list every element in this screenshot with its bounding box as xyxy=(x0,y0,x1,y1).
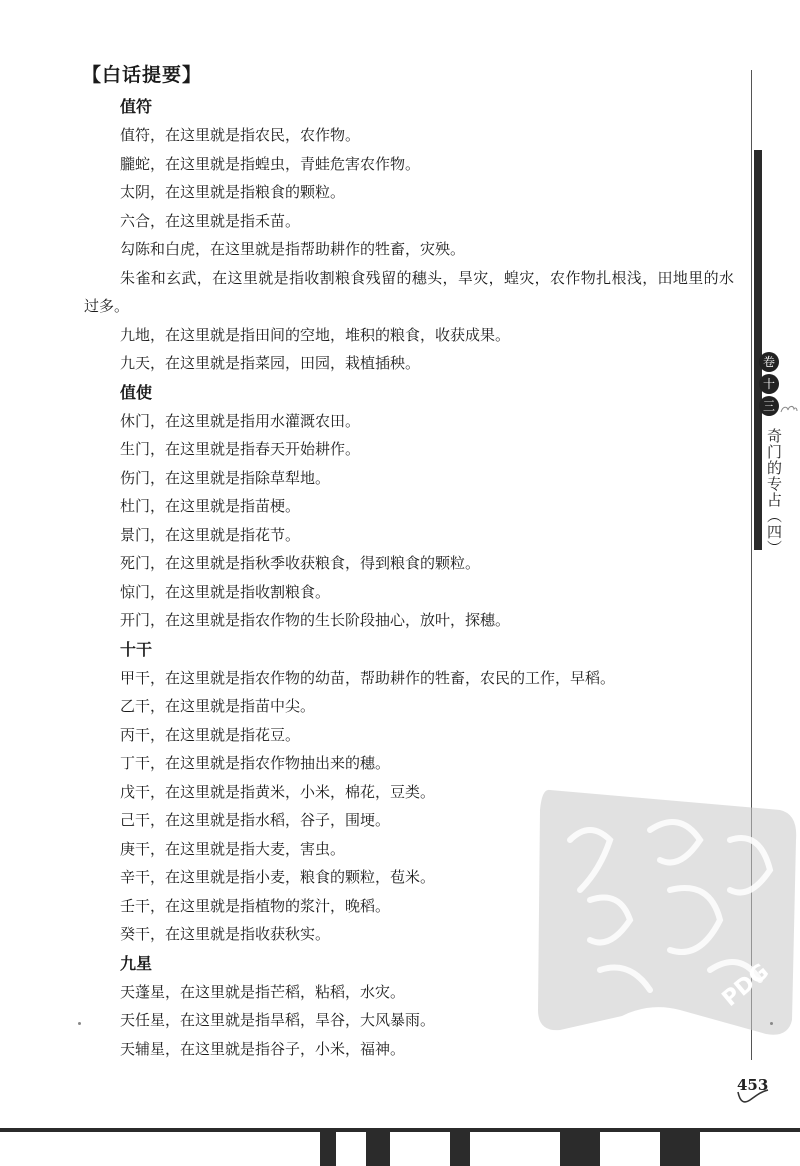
paragraph: 景门，在这里就是指花节。 xyxy=(120,525,301,544)
paragraph: 惊门，在这里就是指收割粮食。 xyxy=(120,582,331,601)
section-title: 值使 xyxy=(120,382,153,402)
chapter-title: 奇门的专占（四） xyxy=(765,428,783,556)
paragraph: 值符，在这里就是指农民，农作物。 xyxy=(120,126,361,144)
scan-edge xyxy=(0,1128,800,1166)
page-number-flourish-icon xyxy=(734,1088,774,1108)
section-title: 值符 xyxy=(120,97,153,116)
page-number: 453 xyxy=(737,1076,769,1094)
seal-watermark-icon xyxy=(530,780,800,1040)
paragraph: 壬干，在这里就是指植物的浆汁，晚稻。 xyxy=(120,896,391,915)
paragraph: 六合，在这里就是指禾苗。 xyxy=(120,211,301,230)
paragraph: 开门，在这里就是指农作物的生长阶段抽心，放叶，探穗。 xyxy=(120,611,511,629)
paragraph: 生门，在这里就是指春天开始耕作。 xyxy=(120,440,361,458)
paragraph: 丙干，在这里就是指花豆。 xyxy=(120,725,301,744)
paragraph: 杜门，在这里就是指苗梗。 xyxy=(120,497,301,515)
paragraph: 休门，在这里就是指用水灌溉农田。 xyxy=(120,411,361,430)
paragraph: 太阴，在这里就是指粮食的颗粒。 xyxy=(120,183,346,201)
paragraph: 朱雀和玄武，在这里就是指收割粮食残留的穗头，旱灾，蝗灾，农作物扎根浅，田地里的水过多。 xyxy=(84,268,734,315)
paragraph: 九天，在这里就是指菜园，田园，栽植插秧。 xyxy=(120,354,421,372)
paragraph: 朧蛇，在这里就是指蝗虫，青蛙危害农作物。 xyxy=(120,154,421,173)
paragraph: 癸干，在这里就是指收获秋实。 xyxy=(120,925,331,943)
paragraph: 己干，在这里就是指水稻，谷子，围埂。 xyxy=(120,811,391,829)
volume-badge: 三 xyxy=(759,396,779,416)
paragraph: 九地，在这里就是指田间的空地，堆积的粮食，收获成果。 xyxy=(120,325,511,344)
paragraph: 死门，在这里就是指秋季收获粮食，得到粮食的颗粒。 xyxy=(120,554,481,572)
paragraph: 天任星，在这里就是指旱稻，旱谷，大风暴雨。 xyxy=(120,1011,436,1029)
page-heading: 【白话提要】 xyxy=(82,64,203,86)
paragraph: 戊干，在这里就是指黄米，小米，棉花，豆类。 xyxy=(120,782,436,801)
volume-badge: 卷 xyxy=(759,352,779,372)
paragraph: 天蓬星，在这里就是指芒稻，粘稻，水灾。 xyxy=(120,982,406,1001)
paragraph: 乙干，在这里就是指苗中尖。 xyxy=(120,697,316,715)
paragraph: 辛干，在这里就是指小麦，粮食的颗粒，苞米。 xyxy=(120,868,436,886)
paragraph: 庚干，在这里就是指大麦，害虫。 xyxy=(120,839,346,858)
paragraph: 甲干，在这里就是指农作物的幼苗，帮助耕作的牲畜，农民的工作，早稻。 xyxy=(120,668,616,687)
paragraph: 勾陈和白虎，在这里就是指帮助耕作的牲畜，灾殃。 xyxy=(120,240,466,258)
paragraph: 伤门，在这里就是指除草犁地。 xyxy=(120,468,331,487)
section-title: 十干 xyxy=(120,639,153,659)
scan-speck xyxy=(78,1022,81,1025)
paragraph: 天辅星，在这里就是指谷子，小米，福神。 xyxy=(120,1039,406,1058)
volume-badge: 十 xyxy=(759,374,779,394)
paragraph: 丁干，在这里就是指农作物抽出来的穗。 xyxy=(120,754,391,772)
cloud-ornament-icon xyxy=(780,404,798,414)
scan-speck xyxy=(770,1022,773,1025)
section-title: 九星 xyxy=(120,953,153,973)
svg-text:PDG: PDG xyxy=(717,959,774,1012)
